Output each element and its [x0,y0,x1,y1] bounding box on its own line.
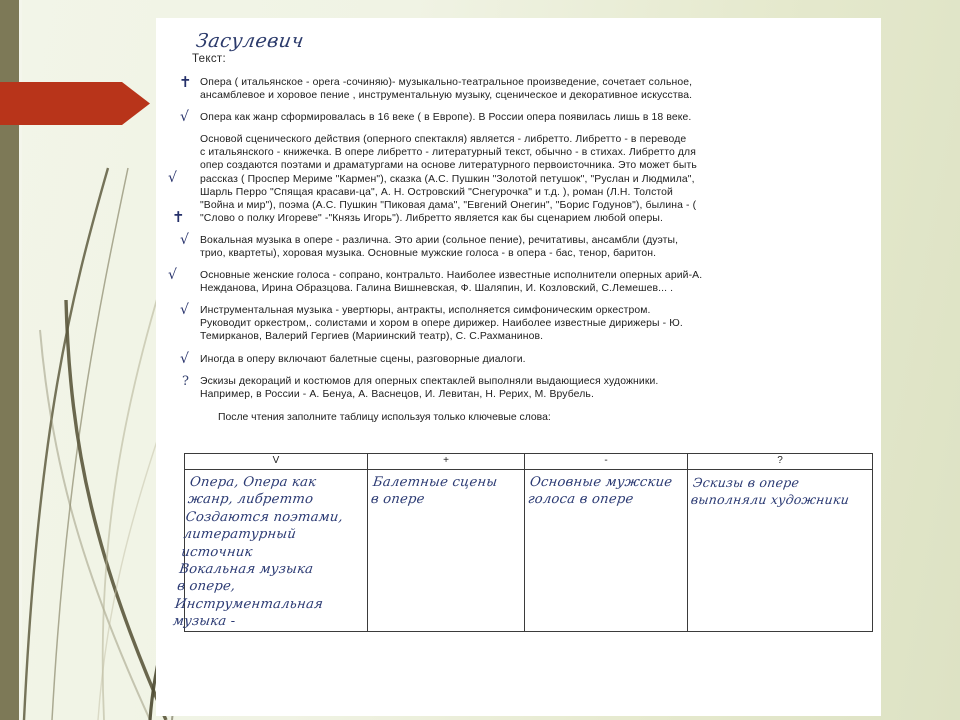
paragraph-line: Например, в России - А. Бенуа, А. Васнецов, И. Левитан, Н. Рерих, М. Врубель. [200,388,594,400]
table-header-cell: V [185,453,368,469]
table-header-cell: ? [688,453,873,469]
student-name: Засулевич [194,30,306,52]
document-page [156,18,881,716]
check-mark-icon: √ [180,231,190,248]
paragraph-line: Основные женские голоса - сопрано, контральто. Наиболее известные исполнители оперных арий-А. [200,270,703,282]
check-mark-icon: √ [180,302,190,319]
instruction-text: После чтения заполните таблицу используя только ключевые слова: [218,411,551,423]
table-header-cell: - [525,453,688,469]
paragraph-line: Шарль Перро "Спящая красави-ца", А. Н. Островский "Снегурочка" и т.д. ), роман (Л.Н. Толстой [200,186,673,198]
paragraph-line: Эскизы декораций и костюмов для оперных спектаклей выполняли выдающиеся художники. [200,375,659,387]
check-mark-icon: √ [168,267,178,284]
check-mark-icon: √ [180,350,190,367]
document-body [168,72,865,424]
paragraph-line: Иногда в оперу включают балетные сцены, разговорные диалоги. [200,353,526,365]
key-words-table [171,453,873,632]
table-header-row [185,453,873,469]
dagger-mark-icon: ✝ [172,208,185,227]
paragraph-line: с итальянского - книжечка. В опере либретто - литературный текст, обычно - в стихах. Либретто для [200,147,696,159]
paragraph-line: опер создаются поэтами и драматургами на основе литературного первоисточника. Это может быть [200,160,697,172]
handwritten-answer: Эскизы в опере выполняли художники [689,474,850,508]
check-mark-icon: √ [168,170,178,187]
table-cell [171,469,368,631]
right-arrow-banner-icon [0,79,150,128]
paragraph [174,231,865,260]
paragraph-line: ансамблевое и хоровое пение , инструментальную музыку, сценическое и декоративное искусства. [200,90,693,102]
paragraph [174,111,865,124]
paragraph [174,375,865,401]
table-cell [525,469,688,631]
key-words-table-wrapper [171,453,865,632]
paragraph-line: Нежданова, Ирина Образцова. Галина Вишневская, Ф. Шаляпин, И. Козловский, С.Лемешев... . [200,283,674,295]
handwritten-answer: Балетные сцены в опере [369,474,499,508]
paragraph [168,133,865,227]
text-label: Текст: [192,52,226,65]
paragraph-line: рассказ ( Проспер Мериме "Кармен"), сказка (А.С. Пушкин "Золотой петушок", "Руслан и Людмила", [200,173,695,185]
table-cell [368,469,525,631]
paragraph [174,72,865,102]
paragraph [174,350,865,367]
paragraph-line: Опера ( итальянское - opera -сочиняю)- музыкально-театральное произведение, сочетает сольное, [200,76,693,88]
paragraph-line: Опера как жанр сформировалась в 16 веке ( в Европе). В России опера появилась лишь в 18 веке. [200,112,692,124]
paragraph [168,267,865,295]
table-cell [688,469,873,631]
paragraph-line: Вокальная музыка в опере - различна. Это арии (сольное пение), речитативы, ансамбли (дуэты, [200,234,679,246]
dagger-mark-icon: ✝ [179,72,192,91]
paragraph-line: "Слово о полку Игореве" -"Князь Игорь"). Либретто является как бы сценарием любой оперы. [200,212,663,224]
paragraph [174,304,865,343]
paragraph-line: трио, квартеты), хоровая музыка. Основные мужские голоса - в опера - бас, тенор, баритон. [200,247,657,259]
table-header-cell: + [368,453,525,469]
table-row [185,469,873,631]
paragraph-line: Основой сценического действия (оперного спектакля) является - либретто. Либретто - в переводе [200,134,687,146]
handwritten-answer: Опера, Опера как жанр, либретто Создаются поэтами, литературный источник Вокальная музыка в опере, Инструментальная музыка - [171,474,344,630]
handwritten-answer: Основные мужские голоса в опере [526,474,674,508]
paragraph-line: Темирканов, Валерий Гергиев (Мариинский театр), С. С.Рахманинов. [200,331,544,343]
check-mark-icon: √ [180,109,190,126]
paragraph-line: "Война и мир"), поэма (А.С. Пушкин "Пиковая дама", "Евгений Онегин", "Борис Годунов"), былина - ( [200,199,697,211]
paragraph-line: Руководит оркестром,. солистами и хором в опере дирижер. Наиболее известные дирижеры - Ю. [200,318,683,330]
paragraph-line: Инструментальная музыка - увертюры, антракты, исполняется симфоническим оркестром. [200,305,651,317]
question-mark-icon: ? [182,373,190,389]
